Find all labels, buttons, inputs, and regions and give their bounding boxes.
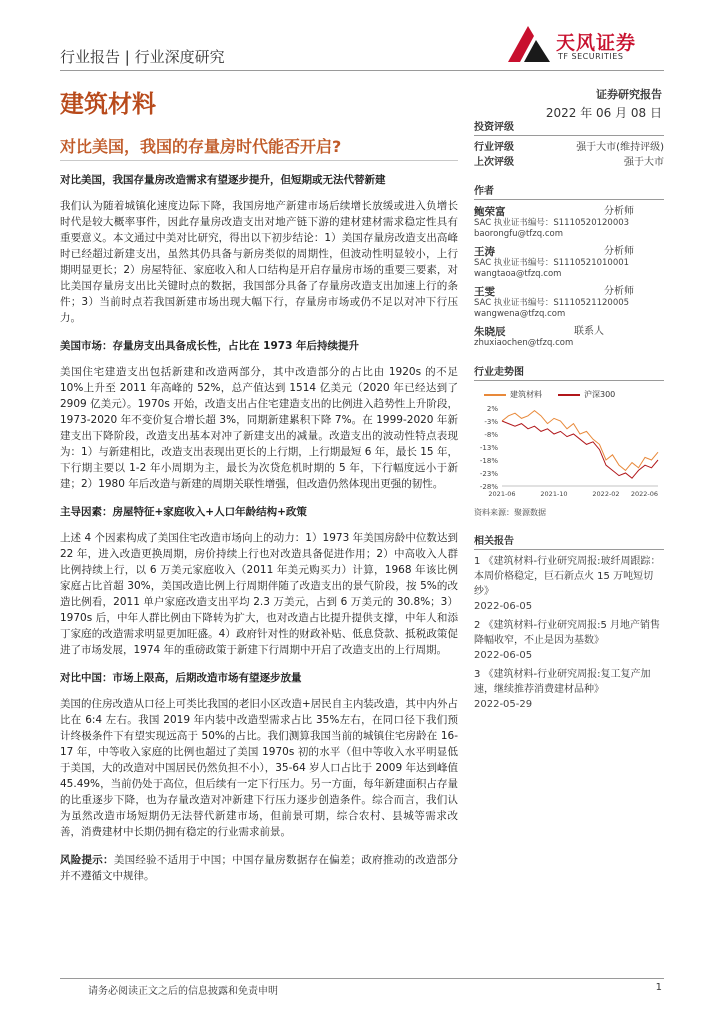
- header-divider: [60, 70, 664, 71]
- author-name: 王雯: [474, 286, 495, 298]
- trend-heading: 行业走势图: [474, 363, 664, 381]
- series-line-建筑材料: [502, 411, 658, 471]
- author-sac: SAC 执业证书编号：S1110520120003: [474, 218, 630, 228]
- author-role: 分析师: [604, 246, 634, 257]
- y-tick-label: -23%: [479, 470, 498, 478]
- author-name: 朱晓辰: [474, 326, 506, 338]
- section-heading: 对比美国，我国存量房改造需求有望逐步提升，但短期或无法代替新建: [60, 174, 386, 186]
- author-role: 分析师: [604, 286, 634, 297]
- author-email[interactable]: baorongfu@tfzq.com: [474, 229, 564, 239]
- rating-row: [474, 155, 664, 170]
- rating-row: [474, 140, 664, 155]
- trend-chart-svg: [474, 402, 664, 502]
- title-divider: [60, 160, 458, 161]
- legend-item: [558, 389, 615, 400]
- trend-chart: [474, 389, 664, 505]
- author-email[interactable]: zhuxiaochen@tfzq.com: [474, 338, 574, 348]
- sector-title: 建筑材料: [60, 90, 156, 118]
- sidebar: [474, 118, 664, 716]
- y-tick-label: 2%: [486, 405, 498, 413]
- logo-english: TF SECURITIES: [558, 52, 624, 61]
- section-heading: 对比中国：市场上限高，后期改造市场有望逐步放量: [60, 672, 302, 684]
- legend-item: [484, 389, 542, 400]
- report-title: 对比美国，我国的存量房时代能否开启?: [60, 137, 342, 156]
- related-report-date: 2022-05-29: [474, 699, 533, 710]
- y-tick-label: -18%: [479, 457, 498, 465]
- section-body: 我们认为随着城镇化速度边际下降，我国房地产新建市场后续增长放缓或进入负增长时代是较大概率事件，因此存量房改造支出对地产链下游的建材建材需求稳定性具有重要意义。本文通过中美对比研究，得出以下初步结论：1）美国存量房改造支出高峰时已经超过新建支出，虽然其仍具备与新房类似的周期性，但波动性明显较小，上行期明显更长；2）房屋特征、家庭收入和人口结构是开启存量房市场的重要三要素，对比美国存量房支出比关键时点的数据，我国部分具备了存量房改造支出加速上行的条件；3）当前时点若我国新建市场出现大幅下行，存量房市场或仍不足以对冲下行压力。: [60, 200, 458, 324]
- y-tick-label: -8%: [484, 431, 498, 439]
- author-entry: [474, 286, 664, 320]
- x-tick-label: 2022-02: [592, 490, 620, 498]
- author-sac: SAC 执业证书编号：S1110521120005: [474, 298, 630, 308]
- authors-heading: 作者: [474, 182, 664, 200]
- related-report-title[interactable]: 1 《建筑材料-行业研究周报:玻纤周跟踪：本周价格稳定，巨石新点火 15 万吨短切纱》: [474, 556, 661, 597]
- x-tick-label: 2022-06: [630, 490, 658, 498]
- y-tick-label: -13%: [479, 444, 498, 452]
- author-entry: [474, 246, 664, 280]
- related-report-item[interactable]: [474, 667, 664, 712]
- section-heading: 美国市场：存量房支出具备成长性，占比在 1973 年后持续提升: [60, 340, 360, 352]
- related-report-item[interactable]: [474, 618, 664, 663]
- risk-paragraph: [60, 852, 458, 884]
- risk-label: 风险提示：: [60, 854, 114, 866]
- rating-value: 强于大市(维持评级): [576, 142, 664, 153]
- chart-source: 资料来源：聚源数据: [474, 508, 546, 517]
- author-name: 鲍荣富: [474, 206, 506, 218]
- series-line-沪深300: [502, 421, 658, 478]
- related-report-title[interactable]: 2 《建筑材料-行业研究周报:5 月地产销售降幅收窄，不止是因为基数》: [474, 620, 661, 646]
- y-tick-label: -3%: [484, 418, 498, 426]
- legend-swatch: [484, 394, 506, 396]
- section-body: 美国住宅建造支出包括新建和改造两部分，其中改造部分的占比由 1920s 的不足 10%上升至 2011 年高峰的 52%，总产值达到 1514 亿美元（2020 年已经达到了 2909 亿美元）。1970s 开始，改造支出占住宅建造支出的比例进入趋势性上升阶段，1973-2020 年不变价复合增长超 3%，同期新建累积下降 7%。在 1999-2020 年新建支出下降阶段，改造支出基本对冲了新建支出的减量。改造支出的波动性特点表现为：1）与新建相比，改造支出表现出更长的上行期，上行期最短 6 年，最长 15 年，下行期主要以 1-2 年小周期为主，最长为次贷危机时期的 5 年，下行幅度远小于新建；2）1980 年后改造与新建的周期关联性增强，但改造仍然体现出更强的韧性。: [60, 366, 458, 490]
- rating-heading: 投资评级: [474, 118, 664, 136]
- legend-label: 沪深300: [584, 390, 616, 399]
- author-email[interactable]: wangtaoa@tfzq.com: [474, 269, 562, 279]
- report-type: 证券研究报告: [596, 88, 662, 101]
- y-tick-label: -28%: [479, 483, 498, 491]
- related-reports: [474, 554, 664, 712]
- legend-swatch: [558, 394, 580, 396]
- chart-legend: [484, 389, 664, 400]
- footer-divider: [60, 978, 664, 979]
- footer-disclaimer: 请务必阅读正文之后的信息披露和免责申明: [88, 986, 278, 997]
- logo-name: 天风证券: [556, 32, 637, 54]
- author-entry: [474, 326, 664, 349]
- page-number: 1: [655, 982, 662, 993]
- section-body: 美国的住房改造从口径上可类比我国的老旧小区改造+居民自主内装改造，其中内外占比在 6:4 左右。我国 2019 年内装中改造型需求占比 35%左右，在同口径下我们预计终极条件下有望实现远高于 50%的占比。我们测算我国当前的城镇住宅房龄在 16-17 年，中等收入家庭的比例也超过了美国 1970s 初的水平（但中等收入水平明显低于美国，大的改造对中国居民仍然负担不小），35-64 岁人口占比于 2009 年达到峰值 45.49%，当前仍处于高位，但后续有一定下行压力。另一方面，每年新建面积占存量的比重逐步下降，也为存量改造对冲新建下行压力逐步创造条件。综合而言，我们认为虽然改造市场短期仍无法替代新建市场，但前景可期，综合农村、县城等需求改善，消费建材中长期仍拥有稳定的行业需求前景。: [60, 698, 458, 838]
- author-email[interactable]: wangwena@tfzq.com: [474, 309, 566, 319]
- report-date: 2022 年 06 月 08 日: [545, 106, 662, 120]
- rating-value: 强于大市: [624, 157, 664, 168]
- x-tick-label: 2021-10: [540, 490, 568, 498]
- company-logo: [506, 22, 666, 70]
- author-name: 王涛: [474, 246, 495, 258]
- x-tick-label: 2021-06: [488, 490, 516, 498]
- related-heading: 相关报告: [474, 532, 664, 550]
- author-entry: [474, 206, 664, 240]
- rating-key: 行业评级: [474, 142, 514, 153]
- section-heading: 主导因素：房屋特征+家庭收入+人口年龄结构+政策: [60, 506, 307, 518]
- related-report-item[interactable]: [474, 554, 664, 614]
- author-role: 联系人: [574, 326, 604, 337]
- related-report-date: 2022-06-05: [474, 650, 533, 661]
- main-content: [60, 172, 458, 896]
- rating-key: 上次评级: [474, 157, 514, 168]
- related-report-date: 2022-06-05: [474, 601, 533, 612]
- legend-label: 建筑材料: [510, 390, 542, 399]
- logo-mark-icon: [506, 22, 552, 68]
- author-role: 分析师: [604, 206, 634, 217]
- author-sac: SAC 执业证书编号：S1110521010001: [474, 258, 630, 268]
- related-report-title[interactable]: 3 《建筑材料-行业研究周报:复工复产加速，继续推荐消费建材品种》: [474, 669, 651, 695]
- risk-text: 美国经验不适用于中国；中国存量房数据存在偏差；政府推动的改造部分并不遵循文中规律。: [60, 854, 459, 882]
- report-category: 行业报告 | 行业深度研究: [60, 48, 225, 66]
- section-body: 上述 4 个因素构成了美国住宅改造市场向上的动力：1）1973 年美国房龄中位数达到 22 年，进入改造更换周期，房价持续上行也对改造具备促进作用；2）中高收入人群比例持续上行，以 6 万美元家庭收入（2011 年美元购买力）计算，1968 年该比例家庭占比首超 30%，美国改造比例上行周期伴随了改造支出的景气阶段，按 5%的改造比例看，2011 单户家庭改造支出平均 2.3 万美元，占到 6 万美元的 30.8%；3）1970s 后，中年人群比例由下降转为扩大，也对改造占比提升提供支撑，中年人和添丁家庭的改造需求明显更加旺盛。4）政府针对性的财政补贴、低息贷款、抵税政策促进了市场发展，1974 年的重磅政策于新建下行周期中开启了改造支出的上行周期。: [60, 532, 458, 656]
